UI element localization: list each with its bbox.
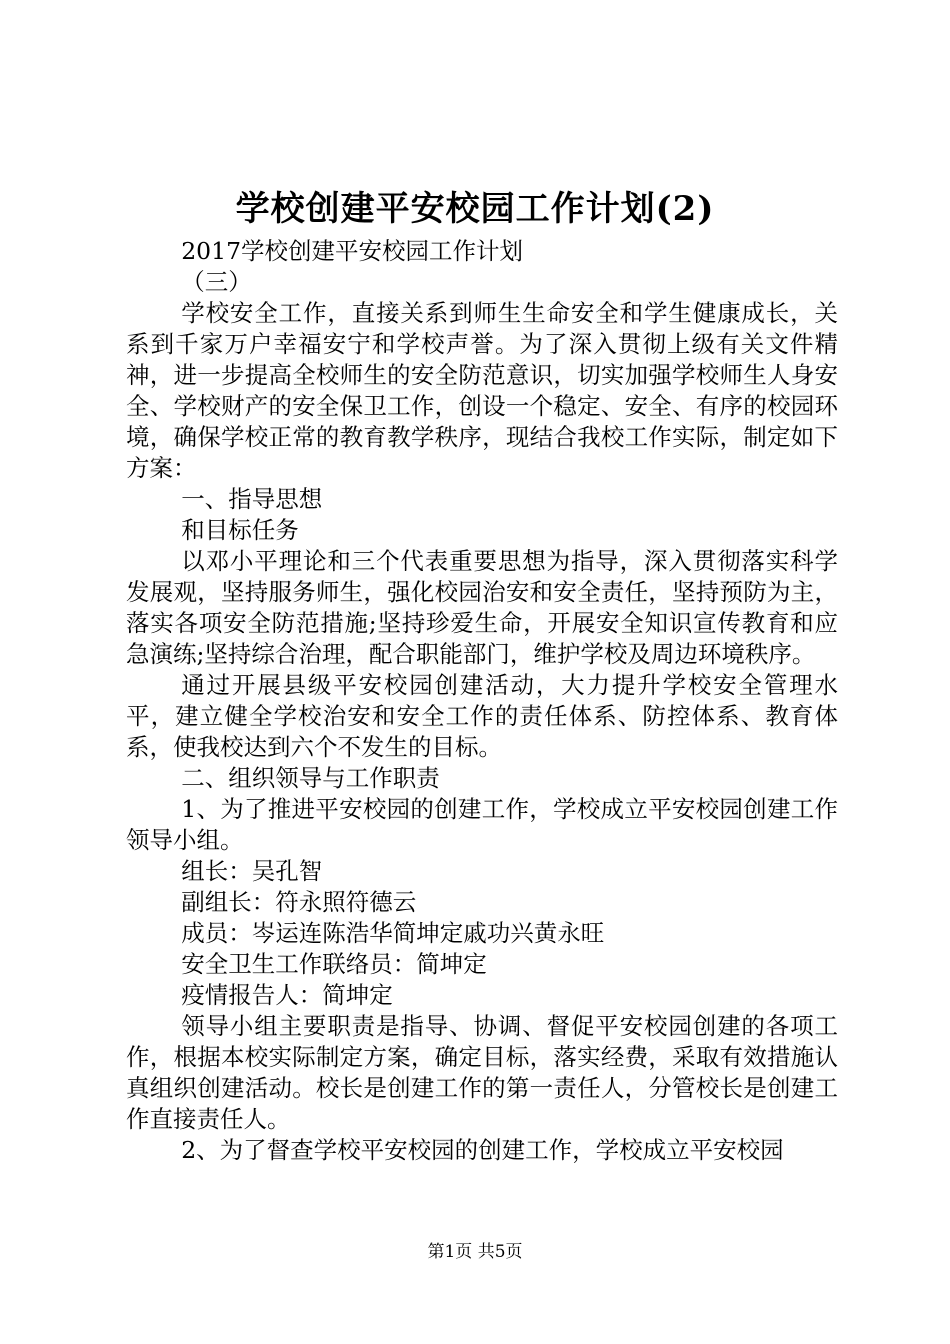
- paragraph-guiding: 以邓小平理论和三个代表重要思想为指导，深入贯彻落实科学发展观，坚持服务师生，强化校园治安和安全责任，坚持预防为主，落实各项安全防范措施;坚持珍爱生命，开展安全知识宣传教育和应急演练;坚持综合治理，配合职能部门，维护学校及周边环境秩序。: [126, 547, 838, 668]
- member-deputy: 副组长：符永照符德云: [181, 888, 417, 916]
- section-heading-1: 一、指导思想: [181, 485, 323, 513]
- member-list: 成员：岑运连陈浩华简坤定戚功兴黄永旺: [181, 919, 605, 947]
- paragraph-intro: 学校安全工作，直接关系到师生生命安全和学生健康成长，关系到千家万户幸福安宁和学校声誉。为了深入贯彻上级有关文件精神，进一步提高全校师生的安全防范意识，切实加强学校师生人身安全、学校财产的安全保卫工作，创设一个稳定、安全、有序的校园环境，确保学校正常的教育教学秩序，现结合我校工作实际，制定如下方案：: [126, 299, 838, 482]
- section-heading-1-cont: 和目标任务: [181, 516, 299, 544]
- paragraph-item-2: 2、为了督查学校平安校园的创建工作，学校成立平安校园: [181, 1136, 784, 1164]
- paragraph-item-1: 1、为了推进平安校园的创建工作，学校成立平安校园创建工作领导小组。: [126, 795, 838, 854]
- page-footer: 第1页 共5页: [427, 1242, 523, 1262]
- doc-part-label: （三）: [181, 268, 252, 296]
- paragraph-goal: 通过开展县级平安校园创建活动，大力提升学校安全管理水平，建立健全学校治安和安全工作的责任体系、防控体系、教育体系，使我校达到六个不发生的目标。: [126, 671, 838, 761]
- member-leader: 组长：吴孔智: [181, 857, 323, 885]
- section-heading-2: 二、组织领导与工作职责: [181, 764, 440, 792]
- page-title: 学校创建平安校园工作计划(2): [235, 189, 715, 229]
- doc-subtitle: 2017学校创建平安校园工作计划: [181, 237, 524, 265]
- paragraph-duties: 领导小组主要职责是指导、协调、督促平安校园创建的各项工作，根据本校实际制定方案，确定目标，落实经费，采取有效措施认真组织创建活动。校长是创建工作的第一责任人，分管校长是创建工作直接责任人。: [126, 1012, 838, 1133]
- member-liaison: 安全卫生工作联络员：简坤定: [181, 950, 487, 978]
- document-body: [126, 236, 838, 1166]
- member-reporter: 疫情报告人：简坤定: [181, 981, 393, 1009]
